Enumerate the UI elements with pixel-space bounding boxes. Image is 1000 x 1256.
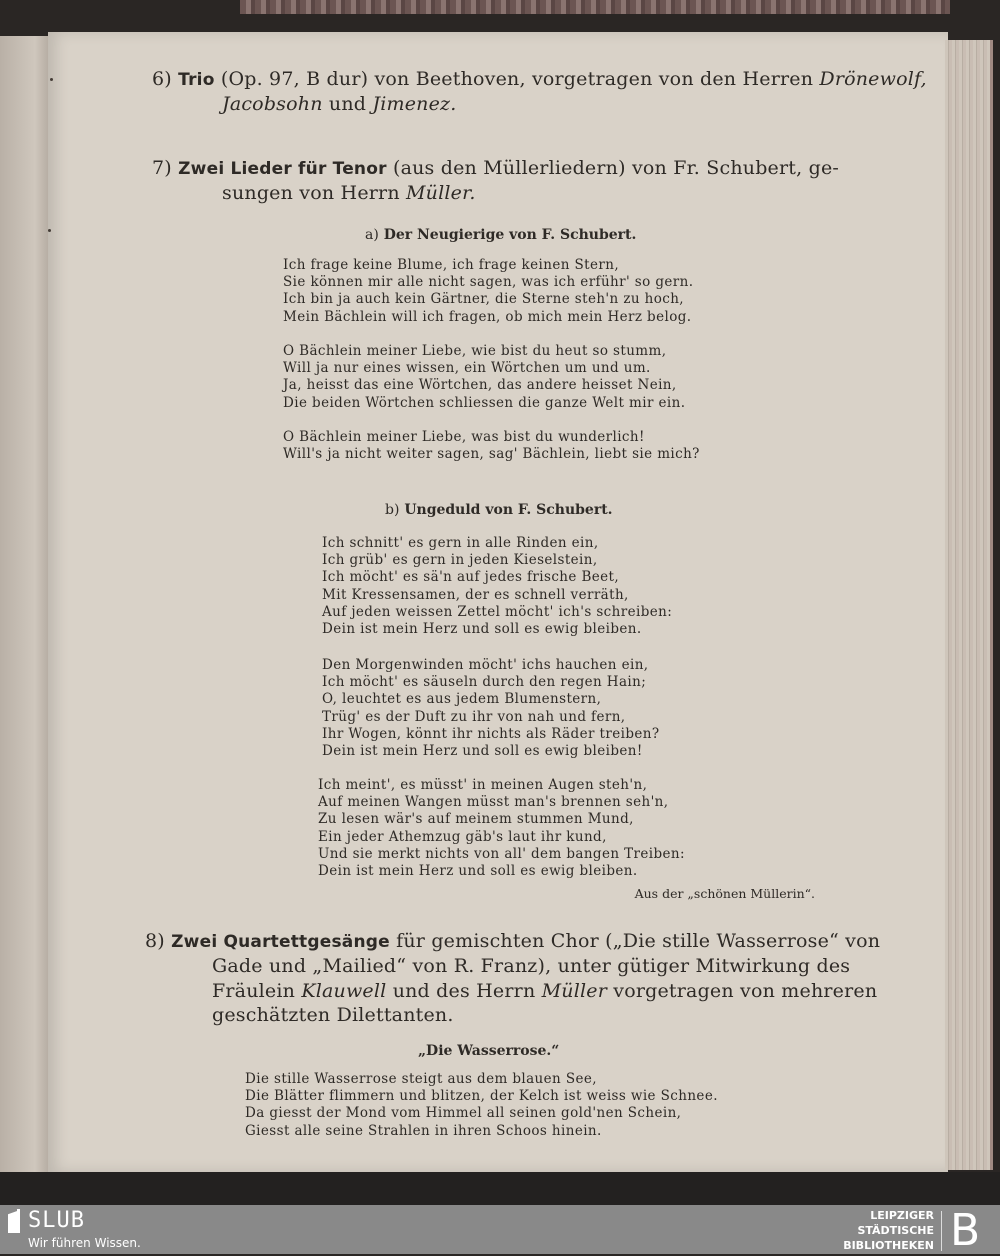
page-stack-edge	[945, 40, 993, 1170]
item-text: Fräulein	[212, 979, 296, 1002]
verse-line: Die stille Wasserrose steigt aus dem blauen See,	[245, 1071, 597, 1087]
library-name	[843, 1208, 934, 1253]
verse-line: Ich möcht' es sä'n auf jedes frische Beet,	[322, 569, 620, 586]
verse-line: Die beiden Wörtchen schliessen die ganze Welt mir ein.	[283, 394, 686, 411]
song-a-stanza-1	[283, 257, 693, 326]
verse-line: Ich grüb' es gern in jeden Kieselstein,	[322, 552, 598, 569]
verse-line: Die Blätter flimmern und blitzen, der Kelch ist weiss wie Schnee.	[245, 1088, 718, 1105]
performer-name: Drönewolf,	[819, 68, 927, 90]
item-number: 6)	[152, 68, 172, 90]
book-spine-icon	[17, 1209, 20, 1233]
song-b-stanza-2	[322, 657, 659, 760]
item-6	[152, 67, 927, 116]
song-b-stanza-3	[318, 777, 685, 880]
item-text: und des Herrn	[392, 979, 536, 1002]
verse-line: Auf jeden weissen Zettel möcht' ich's schreiben:	[322, 603, 673, 620]
performer-name: Klauwell	[301, 979, 387, 1002]
verse-line: Ich möcht' es säuseln durch den regen Hain;	[322, 674, 647, 691]
item-title: Zwei Lieder für Tenor	[178, 159, 387, 179]
item-text: sungen von Herrn	[222, 182, 400, 204]
library-name-line: BIBLIOTHEKEN	[843, 1239, 934, 1252]
verse-line: Auf meinen Wangen müsst man's brennen seh'n,	[318, 794, 669, 811]
verse-line: Trüg' es der Duft zu ihr von nah und fern,	[322, 708, 626, 725]
verse-line: Sie können mir alle nicht sagen, was ich erführ' so gern.	[283, 274, 694, 291]
item-text: (aus den Müllerliedern) von Fr. Schubert, ge-	[392, 157, 840, 179]
song-c-stanza	[245, 1071, 718, 1140]
item-number: 7)	[152, 157, 172, 179]
logo-divider	[941, 1211, 942, 1251]
song-c-heading: „Die Wasserrose.“	[418, 1043, 560, 1059]
verse-line: Mit Kressensamen, der es schnell verräth,	[322, 586, 629, 603]
performer-name: Jimenez.	[372, 93, 457, 115]
performer-name: Jacobsohn	[222, 93, 323, 115]
verse-line: Will ja nur eines wissen, ein Wörtchen um und um.	[283, 360, 651, 377]
library-name-line: LEIPZIGER	[870, 1209, 934, 1222]
verse-line: Ja, heisst das eine Wörtchen, das andere heisset Nein,	[283, 377, 677, 394]
song-title: Ungeduld von F. Schubert.	[404, 502, 613, 518]
item-7	[152, 156, 839, 205]
item-text: vorgetragen von mehreren	[613, 979, 878, 1002]
item-title: Zwei Quartettgesänge	[171, 932, 390, 952]
item-text: und	[328, 93, 367, 115]
item-text: Gade und „Mailied“ von R. Franz), unter gütiger Mitwirkung des	[212, 955, 851, 977]
verse-line: Und sie merkt nichts von all' dem bangen Treiben:	[318, 845, 685, 862]
verse-line: Den Morgenwinden möcht' ichs hauchen ein,	[322, 657, 649, 673]
song-a-heading	[365, 227, 636, 243]
verse-line: Dein ist mein Herz und soll es ewig bleiben.	[322, 620, 642, 637]
song-b-stanza-1	[322, 535, 672, 638]
verse-line: O Bächlein meiner Liebe, was bist du wunderlich!	[283, 429, 645, 445]
song-label: a)	[365, 227, 379, 243]
verse-line: Mein Bächlein will ich fragen, ob mich mein Herz belog.	[283, 308, 692, 325]
item-number: 8)	[145, 930, 165, 952]
slub-name: SLUB	[28, 1208, 85, 1233]
song-a-stanza-2	[283, 343, 685, 412]
verse-line: Ich schnitt' es gern in alle Rinden ein,	[322, 535, 599, 551]
verse-line: Dein ist mein Herz und soll es ewig bleiben!	[322, 742, 643, 759]
song-label: b)	[385, 502, 400, 518]
verse-line: Ich frage keine Blume, ich frage keinen Stern,	[283, 257, 620, 273]
verse-line: Will's ja nicht weiter sagen, sag' Bächlein, liebt sie mich?	[283, 446, 700, 463]
performer-name: Müller	[541, 979, 608, 1002]
item-8	[145, 929, 880, 1028]
footer-bar	[0, 1205, 1000, 1254]
margin-mark	[50, 78, 53, 81]
item-text: geschätzten Dilettanten.	[212, 1004, 454, 1026]
item-title: Trio	[178, 70, 215, 90]
verse-line: Ich meint', es müsst' in meinen Augen steh'n,	[318, 777, 648, 793]
left-page-edge	[0, 36, 50, 1176]
verse-line: Ich bin ja auch kein Gärtner, die Sterne steh'n zu hoch,	[283, 291, 684, 308]
item-text: für gemischten Chor („Die stille Wasserrose“ von	[396, 930, 881, 952]
margin-mark	[48, 229, 51, 232]
book-edge-top	[240, 0, 950, 14]
verse-line: Zu lesen wär's auf meinem stummen Mund,	[318, 811, 634, 828]
song-a-stanza-3	[283, 429, 700, 463]
library-name-line: STÄDTISCHE	[857, 1224, 934, 1237]
verse-line: Ein jeder Athemzug gäb's laut ihr kund,	[318, 828, 607, 845]
verse-line: Giesst alle seine Strahlen in ihren Schoos hinein.	[245, 1122, 602, 1139]
verse-line: O, leuchtet es aus jedem Blumenstern,	[322, 691, 602, 708]
verse-line: O Bächlein meiner Liebe, wie bist du heut so stumm,	[283, 343, 667, 359]
verse-line: Ihr Wogen, könnt ihr nichts als Räder treiben?	[322, 725, 660, 742]
library-logo-icon[interactable]: B	[950, 1205, 981, 1256]
scan-background	[0, 1172, 1000, 1206]
performer-name: Müller.	[406, 182, 476, 204]
verse-line: Dein ist mein Herz und soll es ewig bleiben.	[318, 862, 638, 879]
song-b-heading	[385, 502, 613, 518]
song-title: Der Neugierige von F. Schubert.	[383, 227, 637, 243]
slub-tagline: Wir führen Wissen.	[28, 1236, 141, 1250]
item-text: (Op. 97, B dur) von Beethoven, vorgetragen von den Herren	[220, 68, 814, 90]
verse-line: Da giesst der Mond vom Himmel all seinen gold'nen Schein,	[245, 1105, 682, 1122]
song-attribution: Aus der „schönen Müllerin“.	[634, 886, 815, 901]
